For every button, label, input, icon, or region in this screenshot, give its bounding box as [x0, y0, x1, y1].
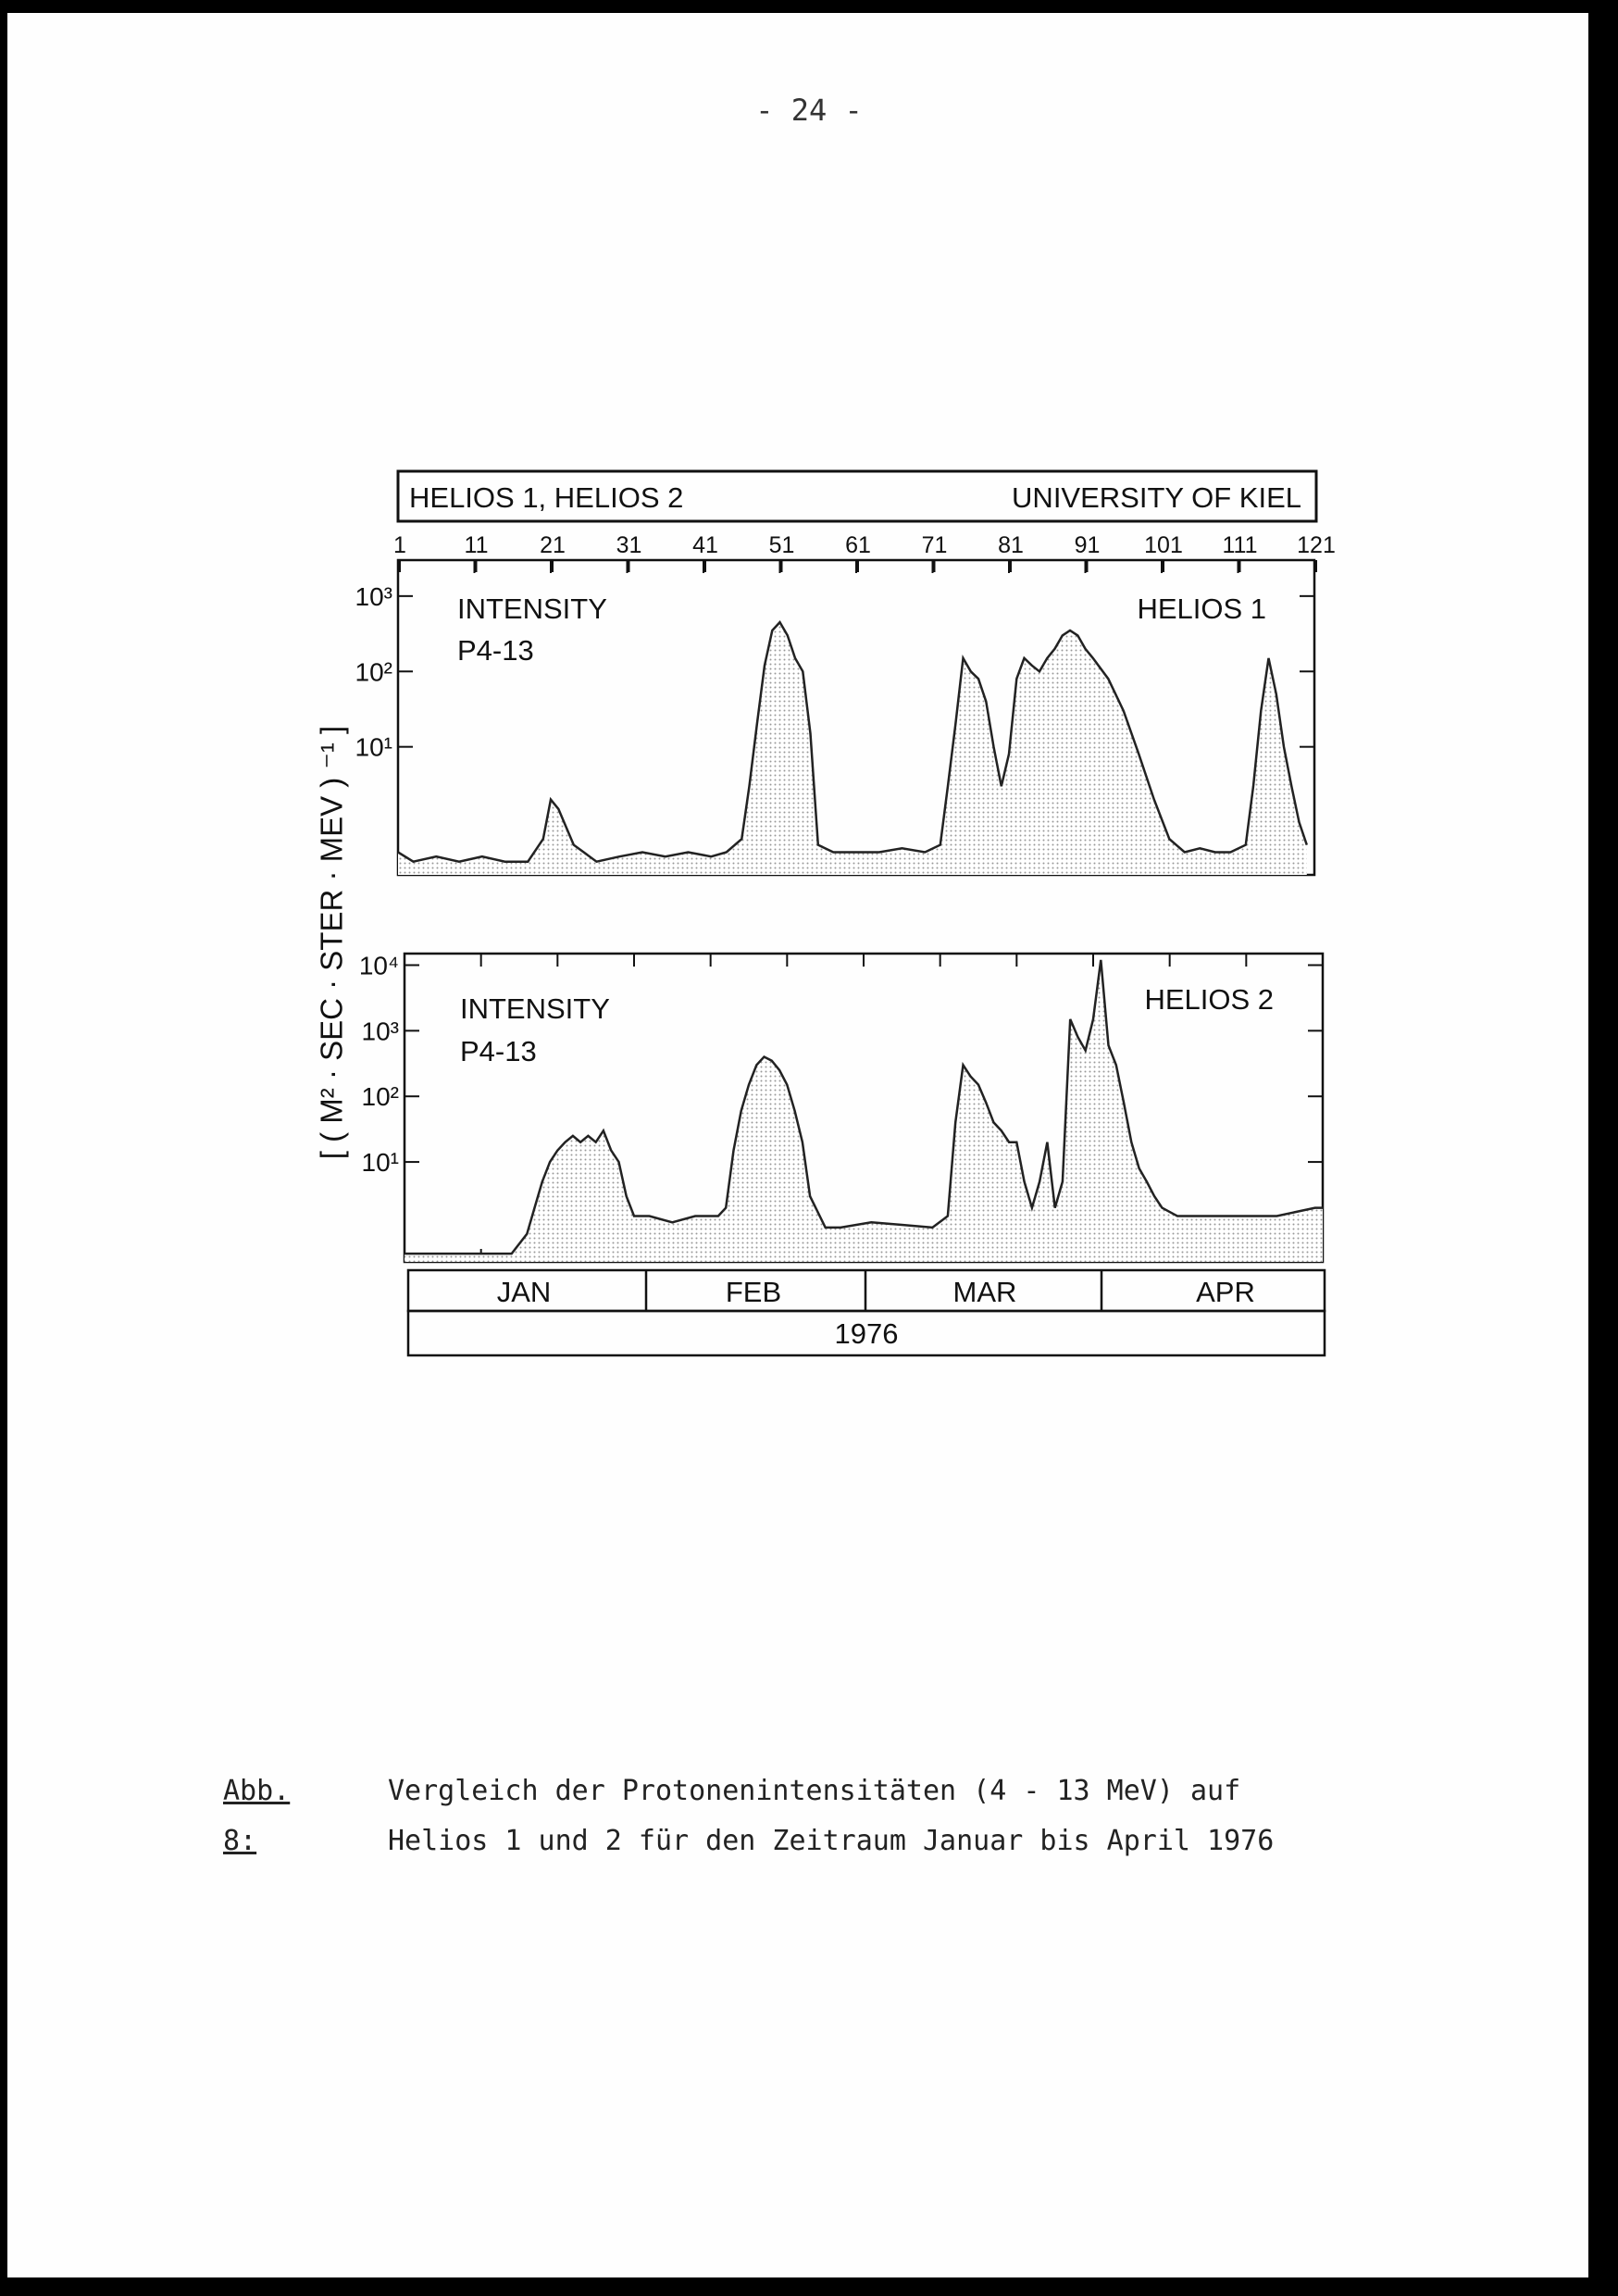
caption-line-1: Vergleich der Protonenintensitäten (4 - 13 MeV) auf: [388, 1775, 1241, 1807]
y-axis-title: [ ( M² · SEC · STER · MEV ) ⁻¹ ]: [314, 725, 349, 1160]
helios1-panel-title: HELIOS 1: [1137, 593, 1266, 625]
day-tick-label: 1: [393, 532, 406, 558]
figure-header-right: UNIVERSITY OF KIEL: [1012, 481, 1301, 514]
helios1-ytick-label: 10²: [355, 657, 392, 687]
y-axis-title-container: [314, 725, 349, 1160]
helios2-channel-label: P4-13: [460, 1035, 537, 1067]
month-label-apr: APR: [1196, 1276, 1255, 1308]
day-tick-label: 21: [540, 532, 566, 558]
helios1-ytick-label: 10³: [355, 581, 392, 611]
month-label-feb: FEB: [725, 1276, 782, 1308]
day-tick-label: 41: [692, 532, 718, 558]
day-tick-label: 71: [921, 532, 948, 558]
helios1-ytick-label: 10¹: [355, 732, 392, 762]
helios2-ytick-label: 10³: [361, 1017, 399, 1046]
caption-line-2: Helios 1 und 2 für den Zeitraum Januar bis April 1976: [388, 1825, 1275, 1857]
day-tick-label: 31: [616, 532, 642, 558]
day-tick-label: 111: [1222, 532, 1258, 558]
helios1-channel-label: P4-13: [457, 634, 534, 667]
caption-text: [388, 1766, 1274, 1866]
figure-header-left: HELIOS 1, HELIOS 2: [409, 481, 684, 514]
helios2-panel-title: HELIOS 2: [1144, 983, 1274, 1016]
caption-label: Abb. 8:: [223, 1775, 291, 1857]
day-tick-label: 121: [1297, 532, 1336, 558]
helios1-intensity-fill: [398, 622, 1307, 875]
helios1-intensity-series: [398, 622, 1307, 862]
day-tick-label: 61: [845, 532, 871, 558]
month-label-jan: JAN: [496, 1276, 552, 1308]
helios2-ytick-label: 10⁴: [358, 951, 399, 980]
page-number: - 24 -: [755, 93, 863, 128]
day-tick-label: 11: [464, 532, 489, 558]
helios2-intensity-label: INTENSITY: [460, 992, 610, 1025]
helios1-intensity-label: INTENSITY: [457, 593, 607, 625]
day-of-year-axis: [393, 532, 1336, 572]
day-tick-label: 101: [1144, 532, 1183, 558]
month-label-mar: MAR: [952, 1276, 1017, 1308]
day-tick-label: 81: [998, 532, 1024, 558]
year-label: 1976: [834, 1317, 899, 1350]
day-tick-label: 91: [1074, 532, 1101, 558]
helios2-ytick-label: 10²: [361, 1082, 399, 1112]
day-tick-label: 51: [768, 532, 795, 558]
helios2-ytick-label: 10¹: [361, 1148, 399, 1178]
